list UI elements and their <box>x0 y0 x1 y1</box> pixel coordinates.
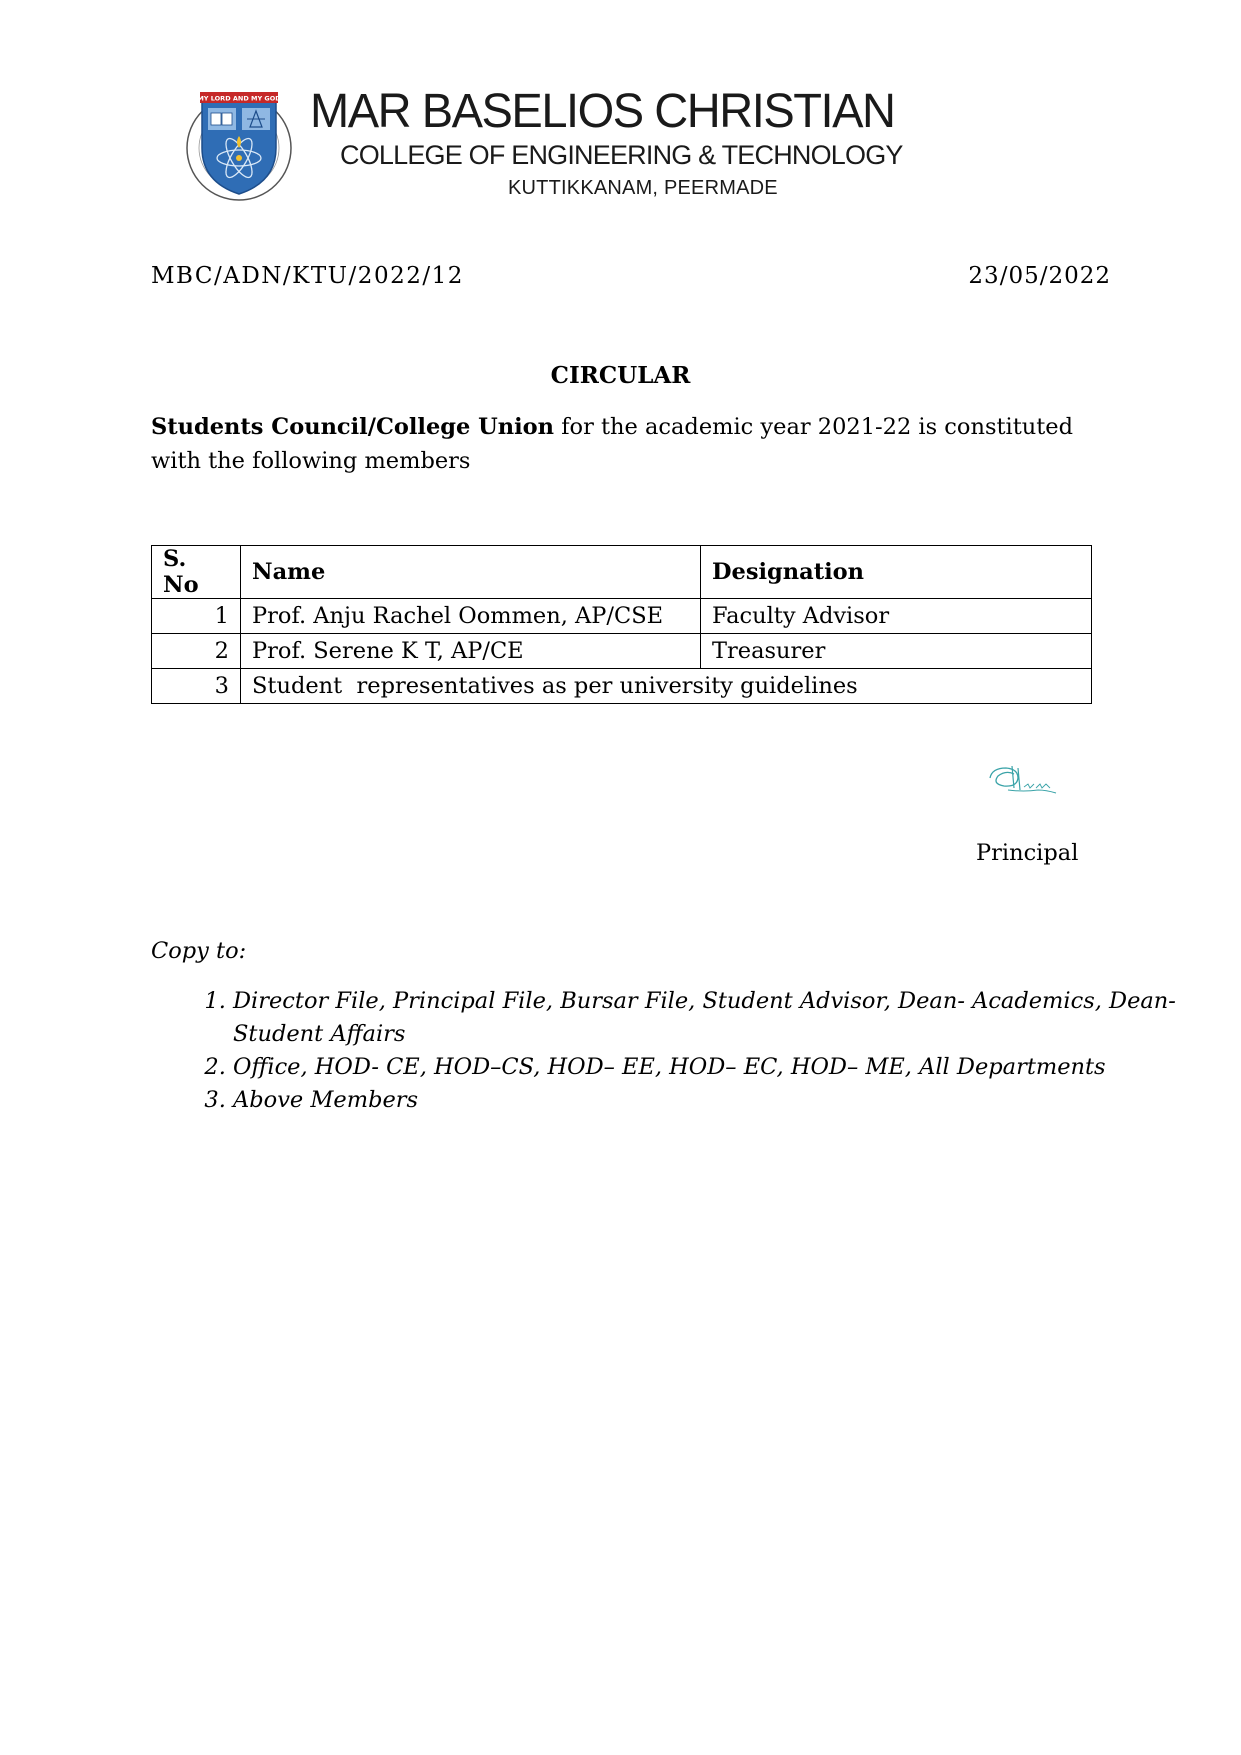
principal-signature-icon <box>984 760 1064 800</box>
copy-to-list <box>151 985 1183 1117</box>
header-designation: Designation <box>701 546 1092 599</box>
reference-number: MBC/ADN/KTU/2022/12 <box>151 263 464 289</box>
table-header-row <box>152 546 1092 599</box>
institution-location: KUTTIKKANAM, PEERMADE <box>508 177 778 199</box>
list-item: 2. Office, HOD- CE, HOD–CS, HOD– EE, HOD– EC, HOD– ME, All Departments <box>233 1051 1183 1084</box>
logo-motto: MY LORD AND MY GOD <box>197 94 281 103</box>
college-logo-icon <box>180 86 298 202</box>
list-item: 1. Director File, Principal File, Bursar File, Student Advisor, Dean- Academics, Dean- Student Affairs <box>233 985 1183 1051</box>
table-row <box>152 634 1092 669</box>
header-sno: S. No <box>152 546 241 599</box>
circular-title: CIRCULAR <box>550 362 691 389</box>
row-name: Prof. Anju Rachel Oommen, AP/CSE <box>241 599 701 634</box>
letterhead <box>180 86 1020 202</box>
intro-bold: Students Council/College Union <box>151 414 555 440</box>
copy-to-label: Copy to: <box>151 938 247 964</box>
row-designation: Faculty Advisor <box>701 599 1092 634</box>
row-name: Student representatives as per university guidelines <box>241 669 1092 704</box>
header-name: Name <box>241 546 701 599</box>
institution-subtitle: COLLEGE OF ENGINEERING & TECHNOLOGY <box>340 140 903 170</box>
circular-date: 23/05/2022 <box>968 263 1111 289</box>
row-name: Prof. Serene K T, AP/CE <box>241 634 701 669</box>
row-sno: 2 <box>152 634 241 669</box>
table-row <box>152 669 1092 704</box>
list-item: 3. Above Members <box>233 1084 1183 1117</box>
members-table <box>151 545 1092 704</box>
table-row <box>152 599 1092 634</box>
intro-text: for the academic year 2021-22 is constituted with the following members <box>151 414 1074 474</box>
institution-name: MAR BASELIOS CHRISTIAN <box>310 85 895 138</box>
row-designation: Treasurer <box>701 634 1092 669</box>
intro-paragraph <box>151 410 1111 478</box>
signatory-title: Principal <box>976 840 1079 866</box>
row-sno: 1 <box>152 599 241 634</box>
row-sno: 3 <box>152 669 241 704</box>
